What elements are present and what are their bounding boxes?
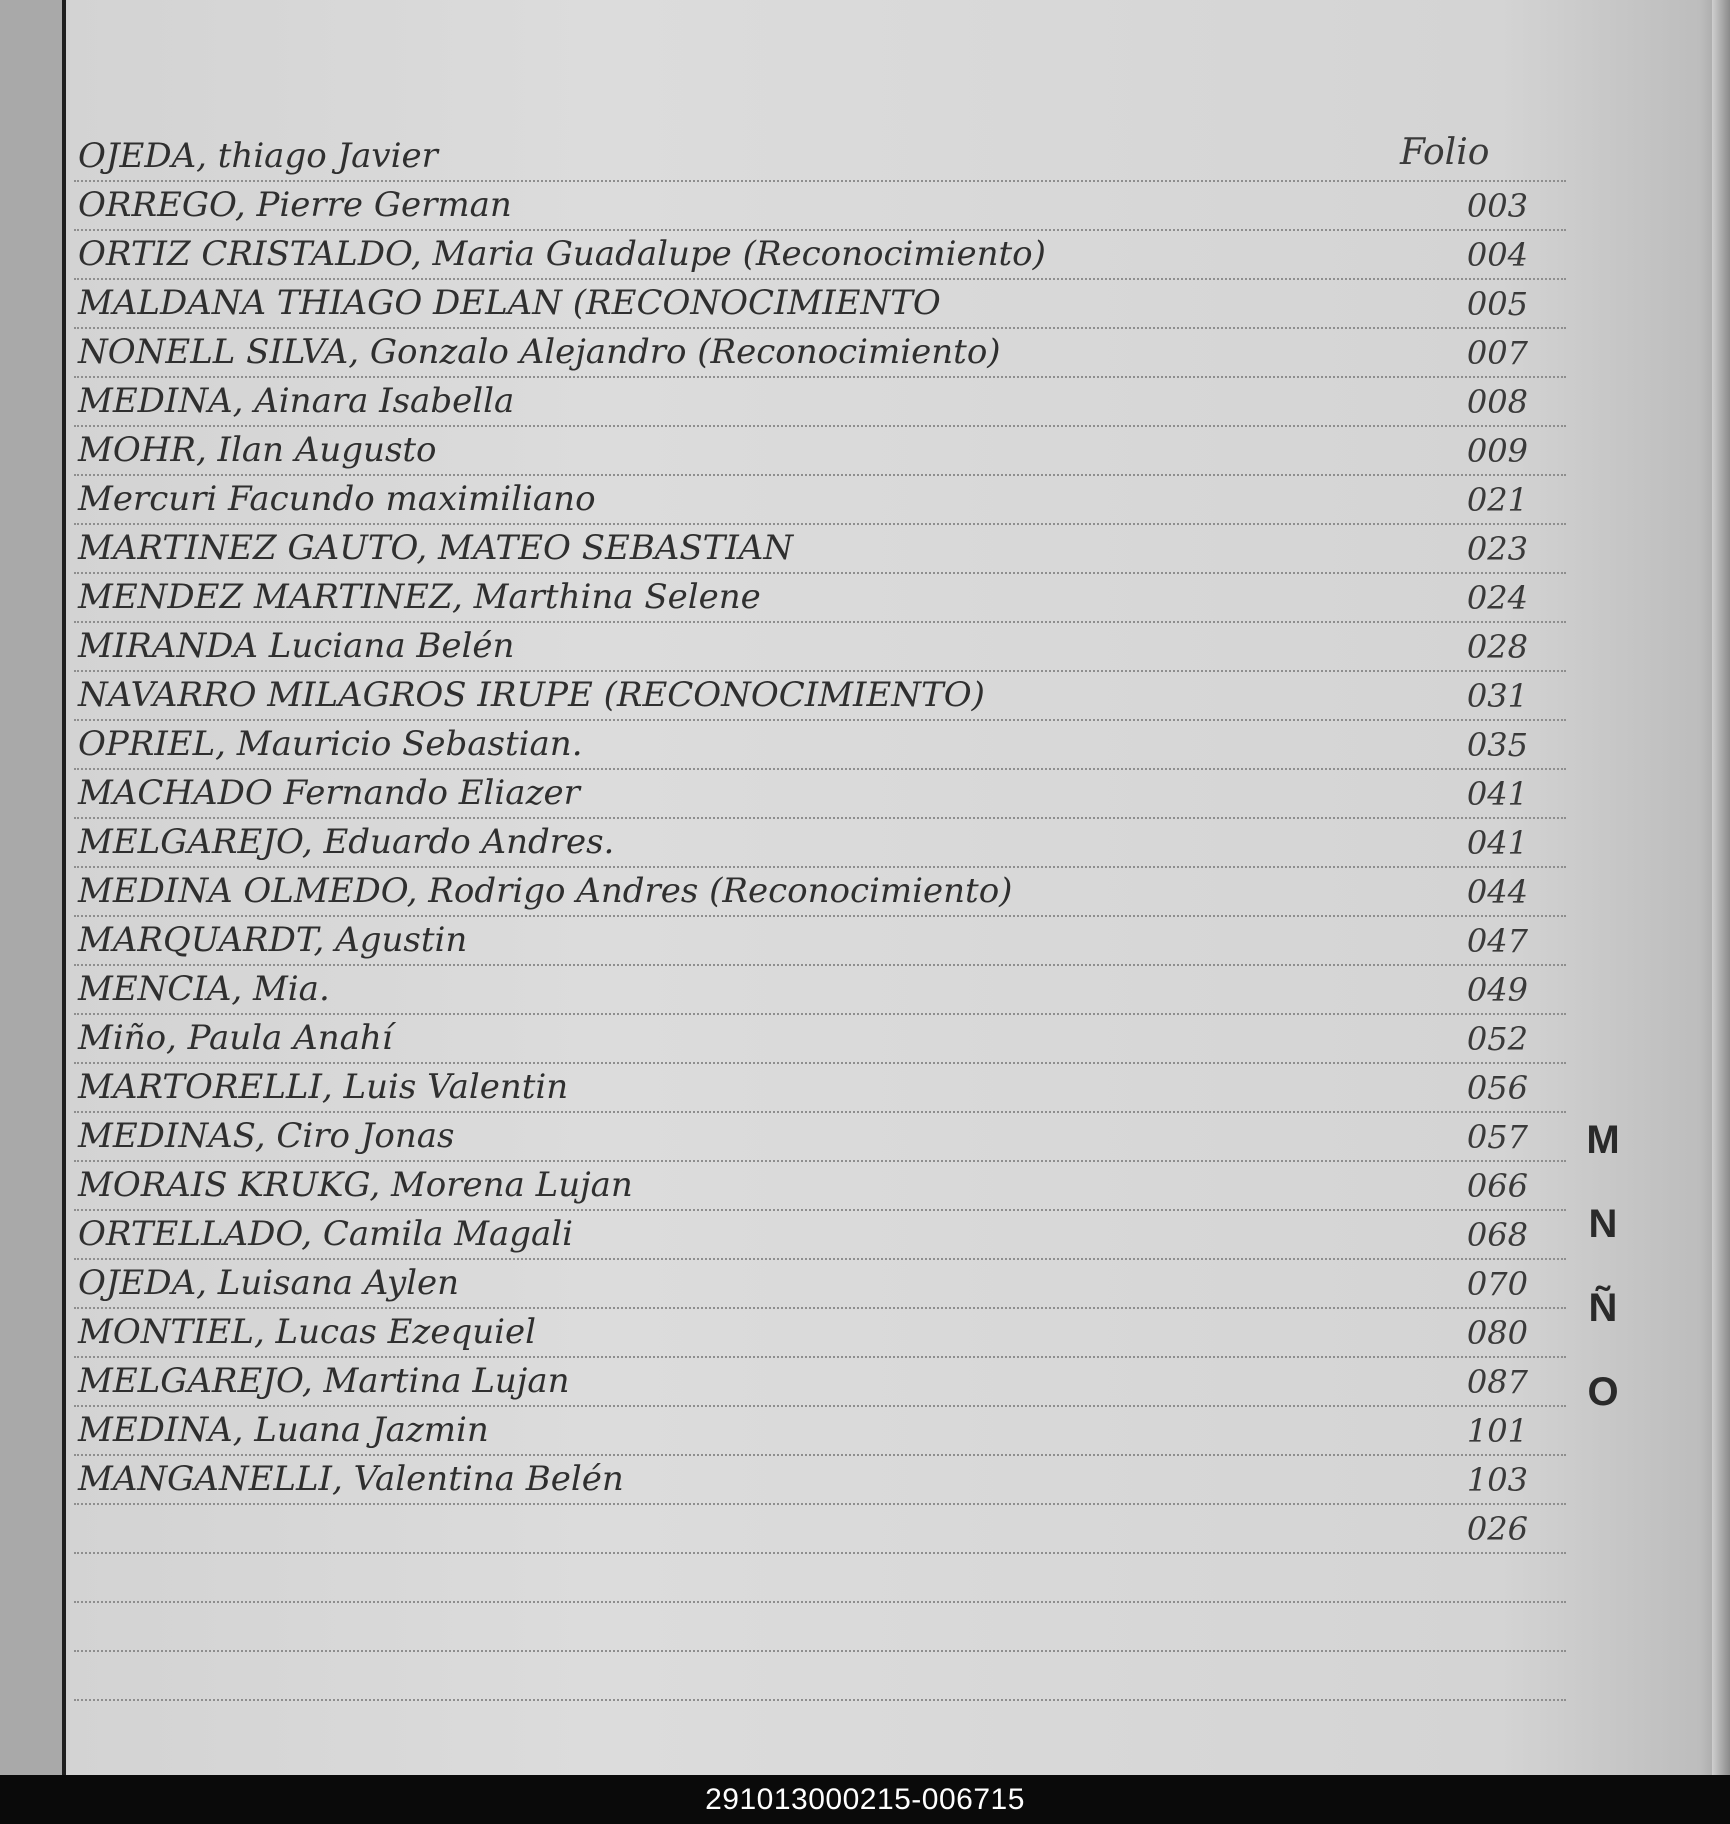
entry-folio: 047	[1466, 922, 1528, 960]
entry-row	[74, 1500, 1566, 1554]
entry-name: MARQUARDT, Agustin	[78, 920, 468, 960]
entry-name: MELGAREJO, Eduardo Andres.	[78, 822, 615, 862]
entry-row	[74, 177, 1566, 231]
entry-folio: 056	[1466, 1069, 1528, 1107]
entry-name: MENCIA, Mia.	[78, 969, 330, 1009]
document-id: 291013000215-006715	[0, 1775, 1730, 1824]
entry-folio: 026	[1466, 1510, 1528, 1548]
entry-folio: 080	[1466, 1314, 1528, 1352]
entry-row	[74, 961, 1566, 1015]
entry-folio: 009	[1466, 432, 1528, 470]
entry-folio: 023	[1466, 530, 1528, 568]
entry-folio: 031	[1466, 677, 1528, 715]
entry-row	[74, 1010, 1566, 1064]
entry-folio: 004	[1466, 236, 1528, 274]
entry-name: ORREGO, Pierre German	[78, 185, 512, 225]
entry-row	[74, 1206, 1566, 1260]
entry-row	[74, 1549, 1566, 1603]
alphabet-index	[1568, 1118, 1638, 1454]
entry-name: MEDINA OLMEDO, Rodrigo Andres (Reconocimiento)	[78, 871, 1013, 911]
entry-row	[74, 471, 1566, 525]
entry-folio: 052	[1466, 1020, 1528, 1058]
entry-row	[74, 1598, 1566, 1652]
entry-row	[74, 912, 1566, 966]
entry-row	[74, 716, 1566, 770]
entry-row	[74, 1059, 1566, 1113]
entry-row	[74, 275, 1566, 329]
entry-name: MENDEZ MARTINEZ, Marthina Selene	[78, 577, 761, 617]
entry-folio: 021	[1466, 481, 1528, 519]
entry-row	[74, 863, 1566, 917]
entry-folio: 007	[1466, 334, 1528, 372]
binding-edge	[0, 0, 62, 1775]
entry-row	[74, 1402, 1566, 1456]
entry-folio: 035	[1466, 726, 1528, 764]
entry-name: MEDINA, Luana Jazmin	[78, 1410, 489, 1450]
entry-row	[74, 128, 1566, 182]
entry-name: MOHR, Ilan Augusto	[78, 430, 437, 470]
entry-name: MONTIEL, Lucas Ezequiel	[78, 1312, 536, 1352]
entry-row	[74, 1353, 1566, 1407]
entry-name: MEDINA, Ainara Isabella	[78, 381, 515, 421]
entry-name: ORTIZ CRISTALDO, Maria Guadalupe (Reconocimiento)	[78, 234, 1046, 274]
entry-row	[74, 226, 1566, 280]
entry-name: OPRIEL, Mauricio Sebastian.	[78, 724, 583, 764]
entry-name: MEDINAS, Ciro Jonas	[78, 1116, 455, 1156]
entry-folio: 068	[1466, 1216, 1528, 1254]
entry-row	[74, 667, 1566, 721]
entry-folio: 044	[1466, 873, 1528, 911]
entry-name: NONELL SILVA, Gonzalo Alejandro (Reconocimiento)	[78, 332, 1001, 372]
page-edge	[1712, 0, 1730, 1775]
entry-name: MALDANA THIAGO DELAN (RECONOCIMIENTO	[78, 283, 941, 323]
entry-name: OJEDA, thiago Javier	[78, 136, 438, 176]
index-letter: Ñ	[1588, 1286, 1618, 1330]
entry-name: Mercuri Facundo maximiliano	[78, 479, 596, 519]
entry-folio: 041	[1466, 775, 1528, 813]
entry-name: ORTELLADO, Camila Magali	[78, 1214, 574, 1254]
entry-folio: 101	[1466, 1412, 1528, 1450]
entry-folio: 057	[1466, 1118, 1528, 1156]
entry-name: MORAIS KRUKG, Morena Lujan	[78, 1165, 633, 1205]
entry-name: Miño, Paula Anahí	[78, 1018, 393, 1058]
entry-name: MELGAREJO, Martina Lujan	[78, 1361, 570, 1401]
entry-row	[74, 422, 1566, 476]
entry-folio: 024	[1466, 579, 1528, 617]
entry-row	[74, 1157, 1566, 1211]
entry-row	[74, 373, 1566, 427]
entry-row	[74, 765, 1566, 819]
entry-row	[74, 1255, 1566, 1309]
entry-folio: 087	[1466, 1363, 1528, 1401]
entry-folio: 008	[1466, 383, 1528, 421]
entry-folio: 103	[1466, 1461, 1528, 1499]
entry-name: NAVARRO MILAGROS IRUPE (RECONOCIMIENTO)	[78, 675, 985, 715]
entry-folio: 070	[1466, 1265, 1528, 1303]
entry-name: MACHADO Fernando Eliazer	[78, 773, 580, 813]
entry-name: MARTORELLI, Luis Valentin	[78, 1067, 569, 1107]
entry-row	[74, 1108, 1566, 1162]
entry-row	[74, 1451, 1566, 1505]
entry-row	[74, 618, 1566, 672]
index-letter: O	[1587, 1370, 1619, 1414]
entry-row	[74, 1647, 1566, 1701]
entry-name: OJEDA, Luisana Aylen	[78, 1263, 460, 1303]
entry-folio: 049	[1466, 971, 1528, 1009]
margin-rule	[62, 0, 66, 1775]
folio-column-header: Folio	[1400, 132, 1490, 173]
index-letter: N	[1588, 1202, 1618, 1246]
entry-row	[74, 1304, 1566, 1358]
entry-folio: 028	[1466, 628, 1528, 666]
entry-row	[74, 814, 1566, 868]
index-letter: M	[1586, 1118, 1620, 1162]
entry-folio: 066	[1466, 1167, 1528, 1205]
entry-row	[74, 324, 1566, 378]
entry-folio: 041	[1466, 824, 1528, 862]
entry-name: MIRANDA Luciana Belén	[78, 626, 515, 666]
entry-folio: 003	[1466, 187, 1528, 225]
entry-name: MANGANELLI, Valentina Belén	[78, 1459, 624, 1499]
entry-folio: 005	[1466, 285, 1528, 323]
entry-row	[74, 520, 1566, 574]
entry-name: MARTINEZ GAUTO, MATEO SEBASTIAN	[78, 528, 794, 568]
entry-row	[74, 569, 1566, 623]
